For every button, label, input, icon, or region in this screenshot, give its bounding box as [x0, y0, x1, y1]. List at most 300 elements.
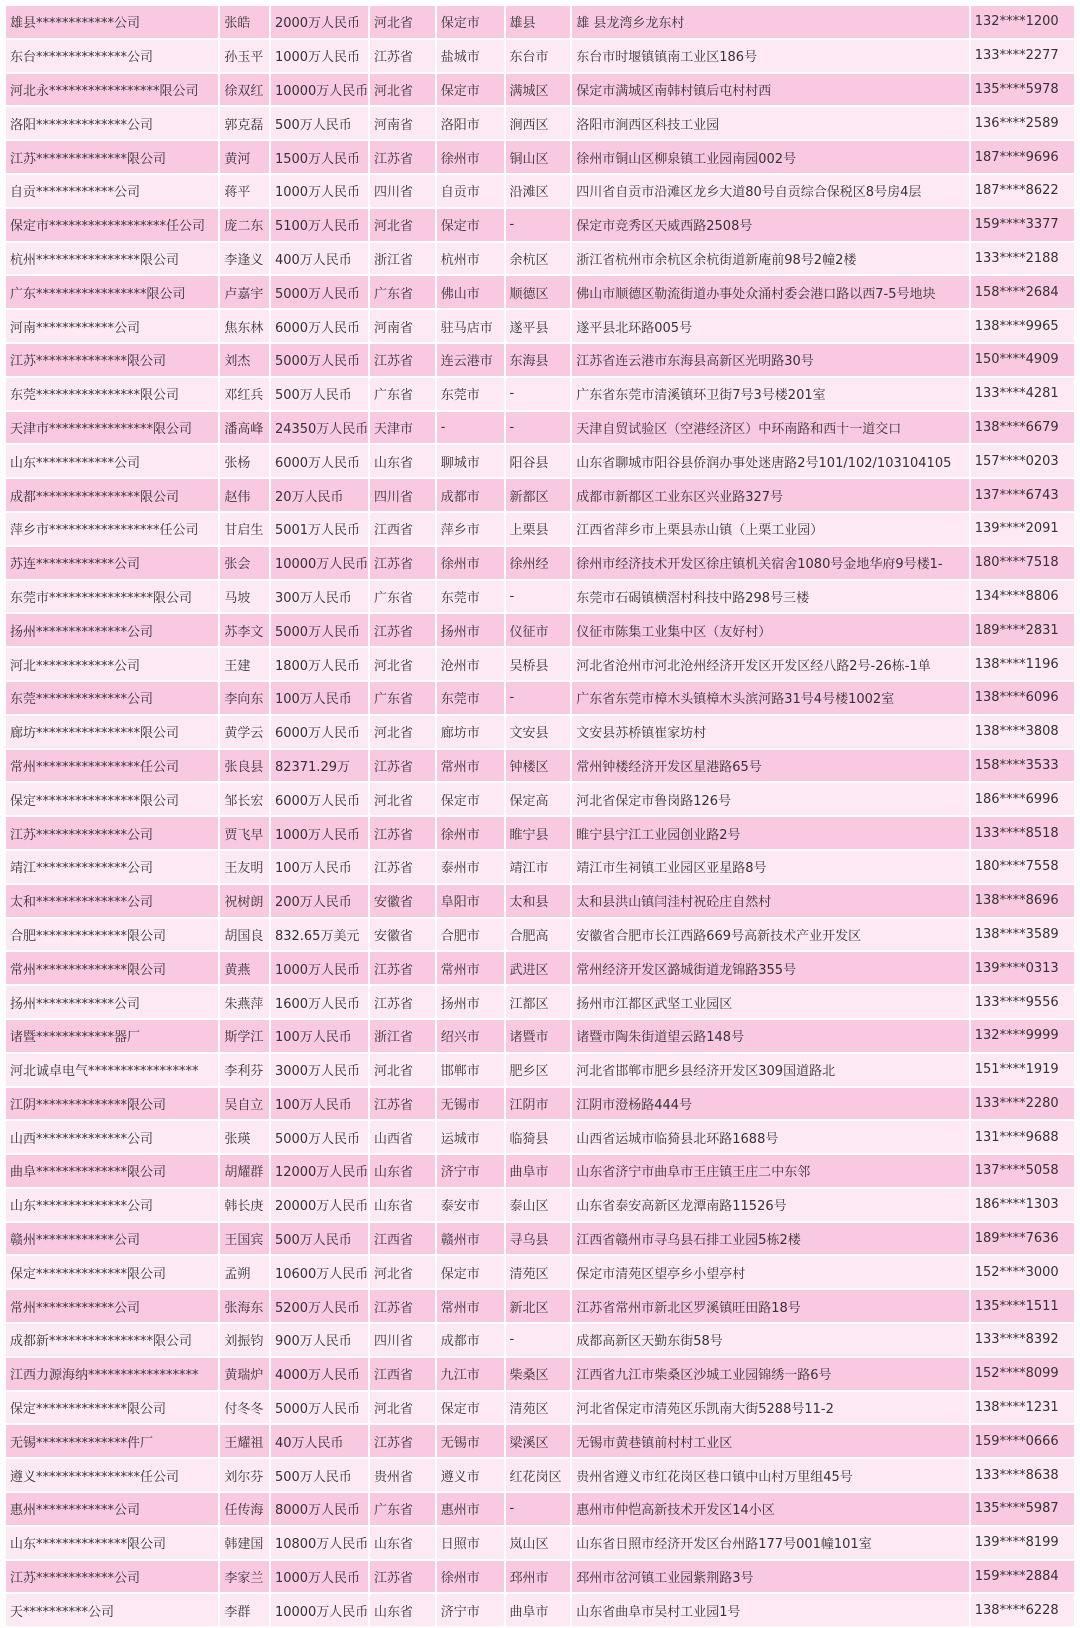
registered-capital-cell: 10600万人民币	[271, 1256, 368, 1288]
company-name-cell: 东台**************公司	[6, 40, 218, 72]
city-cell: 常州市	[437, 952, 504, 984]
province-cell: 河北省	[370, 74, 435, 106]
district-cell: 上栗县	[506, 513, 571, 545]
district-cell: 雄县	[506, 6, 571, 38]
city-cell: 东莞市	[437, 378, 504, 410]
contact-name-cell: 李向东	[220, 682, 269, 714]
table-row	[6, 344, 1074, 376]
table-row	[6, 1392, 1074, 1424]
company-name-cell: 天津市****************限公司	[6, 412, 218, 444]
registered-capital-cell: 1800万人民币	[271, 648, 368, 680]
province-cell: 广东省	[370, 1493, 435, 1525]
province-cell: 广东省	[370, 378, 435, 410]
table-row	[6, 952, 1074, 984]
table-row	[6, 614, 1074, 646]
contact-name-cell: 孙玉平	[220, 40, 269, 72]
address-cell: 睢宁县宁江工业园创业路2号	[572, 817, 969, 849]
table-row	[6, 6, 1074, 38]
phone-cell: 138****1196	[971, 648, 1074, 680]
contact-name-cell: 胡国良	[220, 919, 269, 951]
contact-name-cell: 张杨	[220, 445, 269, 477]
district-cell: 仪征市	[506, 614, 571, 646]
phone-cell: 135****5978	[971, 74, 1074, 106]
phone-cell: 158****3533	[971, 750, 1074, 782]
registered-capital-cell: 40万人民币	[271, 1425, 368, 1457]
registered-capital-cell: 12000万人民币	[271, 1155, 368, 1187]
province-cell: 四川省	[370, 479, 435, 511]
registered-capital-cell: 5000万人民币	[271, 1121, 368, 1153]
contact-name-cell: 胡耀群	[220, 1155, 269, 1187]
district-cell: -	[506, 209, 571, 241]
registered-capital-cell: 5200万人民币	[271, 1290, 368, 1322]
province-cell: 山东省	[370, 1594, 435, 1626]
contact-name-cell: 张海东	[220, 1290, 269, 1322]
contact-name-cell: 黄燕	[220, 952, 269, 984]
registered-capital-cell: 500万人民币	[271, 378, 368, 410]
city-cell: 徐州市	[437, 141, 504, 173]
address-cell: 贵州省遵义市红花岗区巷口镇中山村万里组45号	[572, 1459, 969, 1491]
city-cell: 洛阳市	[437, 107, 504, 139]
city-cell: 保定市	[437, 1392, 504, 1424]
table-row	[6, 1121, 1074, 1153]
province-cell: 江苏省	[370, 1425, 435, 1457]
company-name-cell: 苏连************公司	[6, 547, 218, 579]
city-cell: 无锡市	[437, 1425, 504, 1457]
company-name-cell: 惠州************公司	[6, 1493, 218, 1525]
address-cell: 浙江省杭州市余杭区余杭街道新庵前98号2幢2楼	[572, 243, 969, 275]
company-name-cell: 天**********公司	[6, 1594, 218, 1626]
registered-capital-cell: 24350万人民币	[271, 412, 368, 444]
table-row	[6, 74, 1074, 106]
city-cell: 萍乡市	[437, 513, 504, 545]
registered-capital-cell: 500万人民币	[271, 1223, 368, 1255]
city-cell: 惠州市	[437, 1493, 504, 1525]
address-cell: 东莞市石碣镇横滘村科技中路298号三楼	[572, 581, 969, 613]
company-name-cell: 江阴**************限公司	[6, 1088, 218, 1120]
province-cell: 河北省	[370, 716, 435, 748]
registered-capital-cell: 3000万人民币	[271, 1054, 368, 1086]
contact-name-cell: 吴自立	[220, 1088, 269, 1120]
phone-cell: 138****9965	[971, 310, 1074, 342]
address-cell: 江阴市澄杨路444号	[572, 1088, 969, 1120]
registered-capital-cell: 10000万人民币	[271, 74, 368, 106]
address-cell: 徐州市经济技术开发区徐庄镇机关宿舍1080号金地华府9号楼1-	[572, 547, 969, 579]
district-cell: 铜山区	[506, 141, 571, 173]
contact-name-cell: 黄学云	[220, 716, 269, 748]
company-name-cell: 山西**************公司	[6, 1121, 218, 1153]
registered-capital-cell: 5000万人民币	[271, 344, 368, 376]
contact-name-cell: 苏李文	[220, 614, 269, 646]
company-name-cell: 无锡**************件厂	[6, 1425, 218, 1457]
contact-name-cell: 李利芬	[220, 1054, 269, 1086]
province-cell: 河北省	[370, 1392, 435, 1424]
city-cell: 连云港市	[437, 344, 504, 376]
city-cell: 徐州市	[437, 1561, 504, 1593]
district-cell: 江阴市	[506, 1088, 571, 1120]
contact-name-cell: 孟朔	[220, 1256, 269, 1288]
contact-name-cell: 庞二东	[220, 209, 269, 241]
district-cell: 江都区	[506, 986, 571, 1018]
phone-cell: 138****3589	[971, 919, 1074, 951]
province-cell: 河北省	[370, 6, 435, 38]
registered-capital-cell: 500万人民币	[271, 1459, 368, 1491]
contact-name-cell: 黄河	[220, 141, 269, 173]
district-cell: 武进区	[506, 952, 571, 984]
table-row	[6, 1493, 1074, 1525]
province-cell: 山东省	[370, 445, 435, 477]
company-name-cell: 保定**************限公司	[6, 1256, 218, 1288]
city-cell: 徐州市	[437, 817, 504, 849]
phone-cell: 132****9999	[971, 1020, 1074, 1052]
contact-name-cell: 郭克磊	[220, 107, 269, 139]
company-name-cell: 常州**************限公司	[6, 952, 218, 984]
province-cell: 河南省	[370, 107, 435, 139]
city-cell: 泰州市	[437, 851, 504, 883]
table-row	[6, 919, 1074, 951]
contact-name-cell: 张良县	[220, 750, 269, 782]
district-cell: 阳谷县	[506, 445, 571, 477]
district-cell: 徐州经	[506, 547, 571, 579]
company-name-cell: 成都****************限公司	[6, 479, 218, 511]
address-cell: 广东省东莞市樟木头镇樟木头滨河路31号4号楼1002室	[572, 682, 969, 714]
phone-cell: 131****9688	[971, 1121, 1074, 1153]
city-cell: 佛山市	[437, 276, 504, 308]
registered-capital-cell: 1000万人民币	[271, 952, 368, 984]
district-cell: -	[506, 682, 571, 714]
phone-cell: 189****7636	[971, 1223, 1074, 1255]
district-cell: 文安县	[506, 716, 571, 748]
company-name-cell: 河北永*****************限公司	[6, 74, 218, 106]
province-cell: 江西省	[370, 1358, 435, 1390]
company-name-cell: 合肥**************限公司	[6, 919, 218, 951]
district-cell: 清苑区	[506, 1392, 571, 1424]
company-name-cell: 常州****************任公司	[6, 750, 218, 782]
city-cell: 泰安市	[437, 1189, 504, 1221]
phone-cell: 186****1303	[971, 1189, 1074, 1221]
address-cell: 无锡市黄巷镇前村村工业区	[572, 1425, 969, 1457]
city-cell: 沧州市	[437, 648, 504, 680]
company-name-cell: 曲阜**************限公司	[6, 1155, 218, 1187]
registered-capital-cell: 100万人民币	[271, 682, 368, 714]
district-cell: 东海县	[506, 344, 571, 376]
table-row	[6, 783, 1074, 815]
table-row	[6, 1189, 1074, 1221]
phone-cell: 187****9696	[971, 141, 1074, 173]
table-row	[6, 40, 1074, 72]
district-cell: -	[506, 1493, 571, 1525]
province-cell: 四川省	[370, 1324, 435, 1356]
city-cell: 保定市	[437, 1256, 504, 1288]
city-cell: 济宁市	[437, 1155, 504, 1187]
contact-name-cell: 韩长庚	[220, 1189, 269, 1221]
address-cell: 河北省保定市清苑区乐凯南大街5288号11-2	[572, 1392, 969, 1424]
phone-cell: 151****1919	[971, 1054, 1074, 1086]
phone-cell: 138****6096	[971, 682, 1074, 714]
table-row	[6, 851, 1074, 883]
province-cell: 江苏省	[370, 344, 435, 376]
phone-cell: 139****2091	[971, 513, 1074, 545]
company-name-cell: 保定**************限公司	[6, 1392, 218, 1424]
address-cell: 河北省保定市鲁岗路126号	[572, 783, 969, 815]
table-row	[6, 986, 1074, 1018]
district-cell: 余杭区	[506, 243, 571, 275]
registered-capital-cell: 500万人民币	[271, 107, 368, 139]
table-row	[6, 1223, 1074, 1255]
address-cell: 徐州市铜山区柳泉镇工业园南园002号	[572, 141, 969, 173]
province-cell: 山东省	[370, 1189, 435, 1221]
phone-cell: 133****8392	[971, 1324, 1074, 1356]
contact-name-cell: 王友明	[220, 851, 269, 883]
table-row	[6, 276, 1074, 308]
table-row	[6, 750, 1074, 782]
province-cell: 广东省	[370, 581, 435, 613]
address-cell: 河北省邯郸市肥乡县经济开发区309国道路北	[572, 1054, 969, 1086]
phone-cell: 135****5987	[971, 1493, 1074, 1525]
city-cell: 日照市	[437, 1527, 504, 1559]
city-cell: 邯郸市	[437, 1054, 504, 1086]
district-cell: 肥乡区	[506, 1054, 571, 1086]
registered-capital-cell: 1600万人民币	[271, 986, 368, 1018]
phone-cell: 138****6679	[971, 412, 1074, 444]
registered-capital-cell: 6000万人民币	[271, 310, 368, 342]
table-row	[6, 310, 1074, 342]
address-cell: 江苏省常州市新北区罗溪镇旺田路18号	[572, 1290, 969, 1322]
province-cell: 江苏省	[370, 851, 435, 883]
province-cell: 江苏省	[370, 1088, 435, 1120]
address-cell: 佛山市顺德区勒流街道办事处众涌村委会港口路以西7-5号地块	[572, 276, 969, 308]
registered-capital-cell: 5000万人民币	[271, 276, 368, 308]
phone-cell: 132****1200	[971, 6, 1074, 38]
phone-cell: 133****4281	[971, 378, 1074, 410]
province-cell: 浙江省	[370, 243, 435, 275]
company-name-cell: 雄县************公司	[6, 6, 218, 38]
district-cell: 保定高	[506, 783, 571, 815]
company-name-cell: 保定市******************任公司	[6, 209, 218, 241]
table-row	[6, 1088, 1074, 1120]
phone-cell: 150****4909	[971, 344, 1074, 376]
registered-capital-cell: 10000万人民币	[271, 547, 368, 579]
address-cell: 靖江市生祠镇工业园区亚星路8号	[572, 851, 969, 883]
contact-name-cell: 徐双红	[220, 74, 269, 106]
address-cell: 成都高新区天勤东街58号	[572, 1324, 969, 1356]
company-name-cell: 广东*****************限公司	[6, 276, 218, 308]
province-cell: 河北省	[370, 1054, 435, 1086]
district-cell: 靖江市	[506, 851, 571, 883]
province-cell: 安徽省	[370, 919, 435, 951]
contact-name-cell: 邹长宏	[220, 783, 269, 815]
district-cell: 满城区	[506, 74, 571, 106]
district-cell: 睢宁县	[506, 817, 571, 849]
address-cell: 天津自贸试验区（空港经济区）中环南路和西十一道交口	[572, 412, 969, 444]
registered-capital-cell: 832.65万美元	[271, 919, 368, 951]
company-name-cell: 太和**************公司	[6, 885, 218, 917]
city-cell: -	[437, 412, 504, 444]
phone-cell: 133****9556	[971, 986, 1074, 1018]
company-name-cell: 自贡************公司	[6, 175, 218, 207]
company-name-cell: 扬州************公司	[6, 986, 218, 1018]
company-name-cell: 东莞**************公司	[6, 682, 218, 714]
contact-name-cell: 王建	[220, 648, 269, 680]
province-cell: 江苏省	[370, 817, 435, 849]
contact-name-cell: 王国宾	[220, 1223, 269, 1255]
contact-name-cell: 刘杰	[220, 344, 269, 376]
contact-name-cell: 张会	[220, 547, 269, 579]
phone-cell: 133****2280	[971, 1088, 1074, 1120]
province-cell: 江苏省	[370, 141, 435, 173]
district-cell: 曲阜市	[506, 1155, 571, 1187]
company-name-cell: 山东************公司	[6, 445, 218, 477]
contact-name-cell: 刘尔芬	[220, 1459, 269, 1491]
registered-capital-cell: 6000万人民币	[271, 716, 368, 748]
registered-capital-cell: 1000万人民币	[271, 1561, 368, 1593]
address-cell: 诸暨市陶朱街道望云路148号	[572, 1020, 969, 1052]
district-cell: 太和县	[506, 885, 571, 917]
table-row	[6, 1020, 1074, 1052]
phone-cell: 133****2188	[971, 243, 1074, 275]
address-cell: 仪征市陈集工业集中区（友好村）	[572, 614, 969, 646]
address-cell: 河北省沧州市河北沧州经济开发区开发区经八路2号-26栋-1单	[572, 648, 969, 680]
table-row	[6, 1256, 1074, 1288]
phone-cell: 152****8099	[971, 1358, 1074, 1390]
phone-cell: 180****7558	[971, 851, 1074, 883]
table-row	[6, 1459, 1074, 1491]
registered-capital-cell: 20万人民币	[271, 479, 368, 511]
contact-name-cell: 潘高峰	[220, 412, 269, 444]
district-cell: 合肥高	[506, 919, 571, 951]
address-cell: 邳州市岔河镇工业园紫荆路3号	[572, 1561, 969, 1593]
phone-cell: 157****0203	[971, 445, 1074, 477]
address-cell: 江苏省连云港市东海县高新区光明路30号	[572, 344, 969, 376]
registered-capital-cell: 2000万人民币	[271, 6, 368, 38]
company-name-cell: 江西力源海纳*****************	[6, 1358, 218, 1390]
registered-capital-cell: 1000万人民币	[271, 817, 368, 849]
province-cell: 天津市	[370, 412, 435, 444]
contact-name-cell: 刘振钧	[220, 1324, 269, 1356]
province-cell: 河北省	[370, 783, 435, 815]
registered-capital-cell: 100万人民币	[271, 1088, 368, 1120]
phone-cell: 189****2831	[971, 614, 1074, 646]
city-cell: 无锡市	[437, 1088, 504, 1120]
city-cell: 济宁市	[437, 1594, 504, 1626]
registered-capital-cell: 10000万人民币	[271, 1594, 368, 1626]
phone-cell: 136****2589	[971, 107, 1074, 139]
company-name-cell: 江苏**************限公司	[6, 344, 218, 376]
table-row	[6, 817, 1074, 849]
province-cell: 江苏省	[370, 40, 435, 72]
contact-name-cell: 赵伟	[220, 479, 269, 511]
city-cell: 保定市	[437, 783, 504, 815]
address-cell: 广东省东莞市清溪镇环卫街7号3号楼201室	[572, 378, 969, 410]
address-cell: 江西省赣州市寻乌县石排工业园5栋2楼	[572, 1223, 969, 1255]
province-cell: 河北省	[370, 1256, 435, 1288]
contact-name-cell: 付冬冬	[220, 1392, 269, 1424]
company-name-cell: 扬州**************公司	[6, 614, 218, 646]
district-cell: 清苑区	[506, 1256, 571, 1288]
contact-name-cell: 朱燕萍	[220, 986, 269, 1018]
registered-capital-cell: 6000万人民币	[271, 445, 368, 477]
province-cell: 江苏省	[370, 986, 435, 1018]
registered-capital-cell: 10800万人民币	[271, 1527, 368, 1559]
table-row	[6, 479, 1074, 511]
province-cell: 江苏省	[370, 1290, 435, 1322]
table-row	[6, 1561, 1074, 1593]
district-cell: 岚山区	[506, 1527, 571, 1559]
table-row	[6, 412, 1074, 444]
address-cell: 遂平县北环路005号	[572, 310, 969, 342]
table-row	[6, 648, 1074, 680]
address-cell: 江西省九江市柴桑区沙城工业园锦绣一路6号	[572, 1358, 969, 1390]
phone-cell: 159****2884	[971, 1561, 1074, 1593]
city-cell: 遵义市	[437, 1459, 504, 1491]
city-cell: 保定市	[437, 209, 504, 241]
district-cell: 临猗县	[506, 1121, 571, 1153]
district-cell: 梁溪区	[506, 1425, 571, 1457]
address-cell: 太和县洪山镇闫洼村祝砼庄自然村	[572, 885, 969, 917]
city-cell: 成都市	[437, 479, 504, 511]
phone-cell: 138****6228	[971, 1594, 1074, 1626]
address-cell: 文安县苏桥镇崔家坊村	[572, 716, 969, 748]
phone-cell: 138****3808	[971, 716, 1074, 748]
city-cell: 绍兴市	[437, 1020, 504, 1052]
city-cell: 盐城市	[437, 40, 504, 72]
phone-cell: 152****3000	[971, 1256, 1074, 1288]
phone-cell: 137****5058	[971, 1155, 1074, 1187]
district-cell: 邳州市	[506, 1561, 571, 1593]
phone-cell: 133****2277	[971, 40, 1074, 72]
province-cell: 河北省	[370, 648, 435, 680]
phone-cell: 135****1511	[971, 1290, 1074, 1322]
city-cell: 常州市	[437, 1290, 504, 1322]
city-cell: 成都市	[437, 1324, 504, 1356]
table-row	[6, 1054, 1074, 1086]
table-row	[6, 547, 1074, 579]
province-cell: 河北省	[370, 209, 435, 241]
registered-capital-cell: 6000万人民币	[271, 783, 368, 815]
province-cell: 江苏省	[370, 1561, 435, 1593]
company-name-cell: 萍乡市*****************任公司	[6, 513, 218, 545]
address-cell: 山东省泰安高新区龙潭南路11526号	[572, 1189, 969, 1221]
district-cell: 沿滩区	[506, 175, 571, 207]
company-name-cell: 成都新****************限公司	[6, 1324, 218, 1356]
registered-capital-cell: 200万人民币	[271, 885, 368, 917]
phone-cell: 133****8518	[971, 817, 1074, 849]
table-row	[6, 209, 1074, 241]
company-name-cell: 东莞市****************限公司	[6, 581, 218, 613]
contact-name-cell: 斯学江	[220, 1020, 269, 1052]
district-cell: 顺德区	[506, 276, 571, 308]
company-name-cell: 遵义****************任公司	[6, 1459, 218, 1491]
city-cell: 扬州市	[437, 986, 504, 1018]
province-cell: 江西省	[370, 513, 435, 545]
registered-capital-cell: 100万人民币	[271, 1020, 368, 1052]
phone-cell: 138****8696	[971, 885, 1074, 917]
address-cell: 保定市满城区南韩村镇后屯村村西	[572, 74, 969, 106]
contact-name-cell: 马坡	[220, 581, 269, 613]
registered-capital-cell: 100万人民币	[271, 851, 368, 883]
registered-capital-cell: 400万人民币	[271, 243, 368, 275]
address-cell: 山西省运城市临猗县北环路1688号	[572, 1121, 969, 1153]
city-cell: 东莞市	[437, 581, 504, 613]
table-row	[6, 1324, 1074, 1356]
city-cell: 运城市	[437, 1121, 504, 1153]
city-cell: 杭州市	[437, 243, 504, 275]
province-cell: 安徽省	[370, 885, 435, 917]
company-name-cell: 洛阳**************公司	[6, 107, 218, 139]
table-row	[6, 716, 1074, 748]
registered-capital-cell: 1000万人民币	[271, 175, 368, 207]
district-cell: -	[506, 1324, 571, 1356]
province-cell: 浙江省	[370, 1020, 435, 1052]
